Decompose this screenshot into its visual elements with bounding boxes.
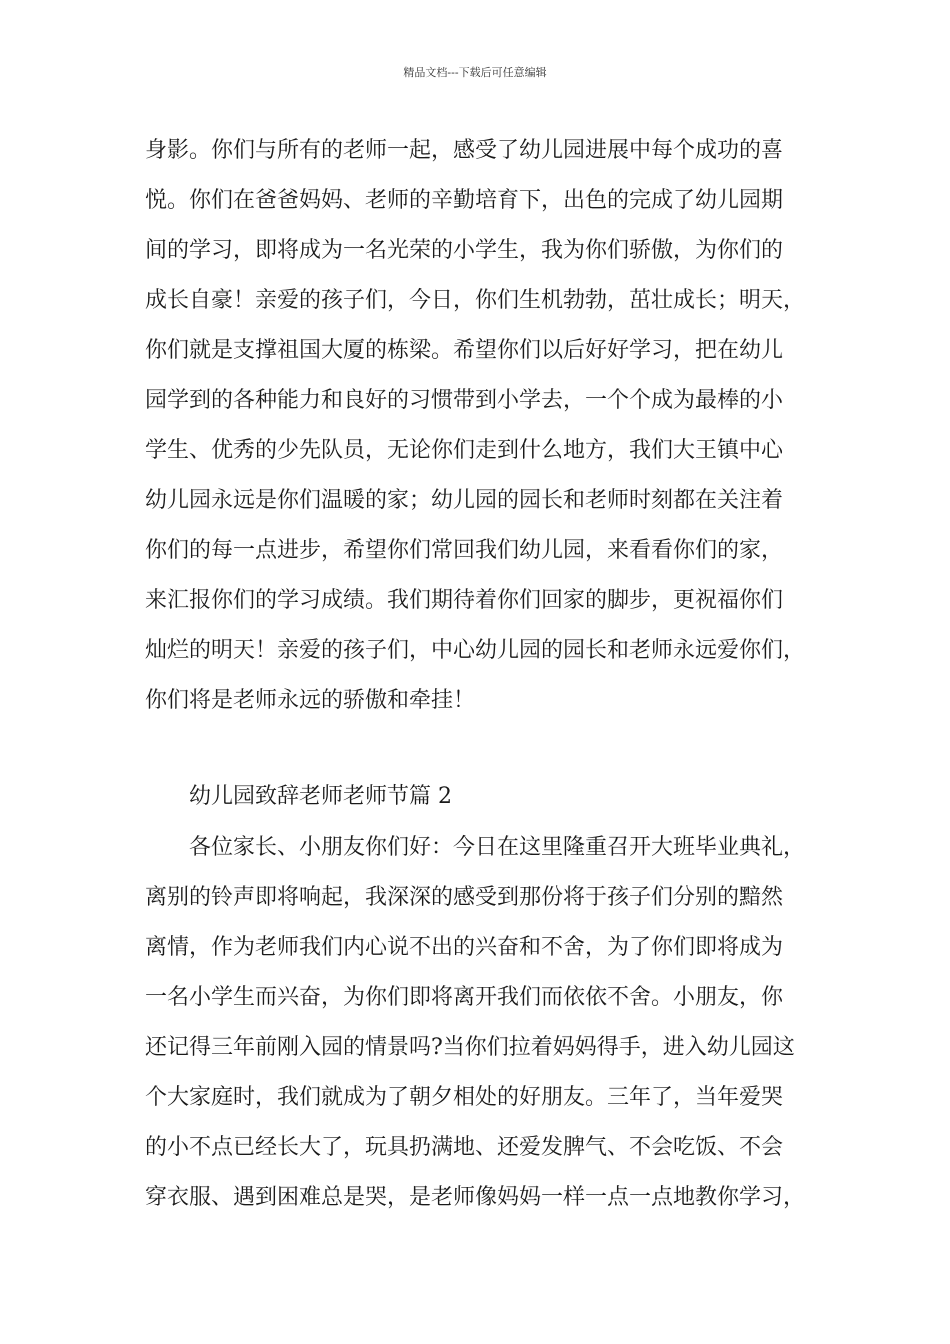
text-line: 个大家庭时，我们就成为了朝夕相处的好朋友。三年了，当年爱哭 [145,1085,784,1110]
text-line: 各位家长、小朋友你们好：今日在这里隆重召开大班毕业典礼， [189,835,806,860]
text-line: 身影。你们与所有的老师一起，感受了幼儿园进展中每个成功的喜 [145,138,784,163]
text-line: 穿衣服、遇到困难总是哭，是老师像妈妈一样一点一点地教你学习， [145,1185,806,1210]
paragraph-2 [145,823,825,1223]
text-line: 来汇报你们的学习成绩。我们期待着你们回家的脚步，更祝福你们 [145,588,784,613]
text-line: 一名小学生而兴奋，为你们即将离开我们而依依不舍。小朋友，你 [145,985,784,1010]
text-line: 离情，作为老师我们内心说不出的兴奋和不舍，为了你们即将成为 [145,935,784,960]
text-line: 离别的铃声即将响起，我深深的感受到那份将于孩子们分别的黯然 [145,885,784,910]
section-heading [145,772,825,822]
text-line: 的小不点已经长大了，玩具扔满地、还爱发脾气、不会吃饭、不会 [145,1135,784,1160]
text-line: 幼儿园永远是你们温暖的家；幼儿园的园长和老师时刻都在关注着 [145,488,784,513]
paragraph-1 [145,126,825,726]
text-line: 你们的每一点进步，希望你们常回我们幼儿园，来看看你们的家， [145,538,784,563]
text-line: 你们将是老师永远的骄傲和牵挂！ [145,688,476,713]
text-line: 成长自豪！亲爱的孩子们，今日，你们生机勃勃，茁壮成长；明天， [145,288,806,313]
text-line: 园学到的各种能力和良好的习惯带到小学去，一个个成为最棒的小 [145,388,784,413]
text-line: 你们就是支撑祖国大厦的栋梁。希望你们以后好好学习，把在幼儿 [145,338,784,363]
text-line: 悦。你们在爸爸妈妈、老师的辛勤培育下，出色的完成了幼儿园期 [145,188,784,213]
section-heading-text: 幼儿园致辞老师老师节篇 2 [189,784,452,809]
text-line: 还记得三年前刚入园的情景吗?当你们拉着妈妈得手，进入幼儿园这 [145,1035,795,1060]
text-line: 灿烂的明天！亲爱的孩子们，中心幼儿园的园长和老师永远爱你们， [145,638,806,663]
page-header: 精品文档---下载后可任意编辑 [403,66,547,79]
text-line: 学生、优秀的少先队员，无论你们走到什么地方，我们大王镇中心 [145,438,784,463]
text-line: 间的学习，即将成为一名光荣的小学生，我为你们骄傲，为你们的 [145,238,784,263]
